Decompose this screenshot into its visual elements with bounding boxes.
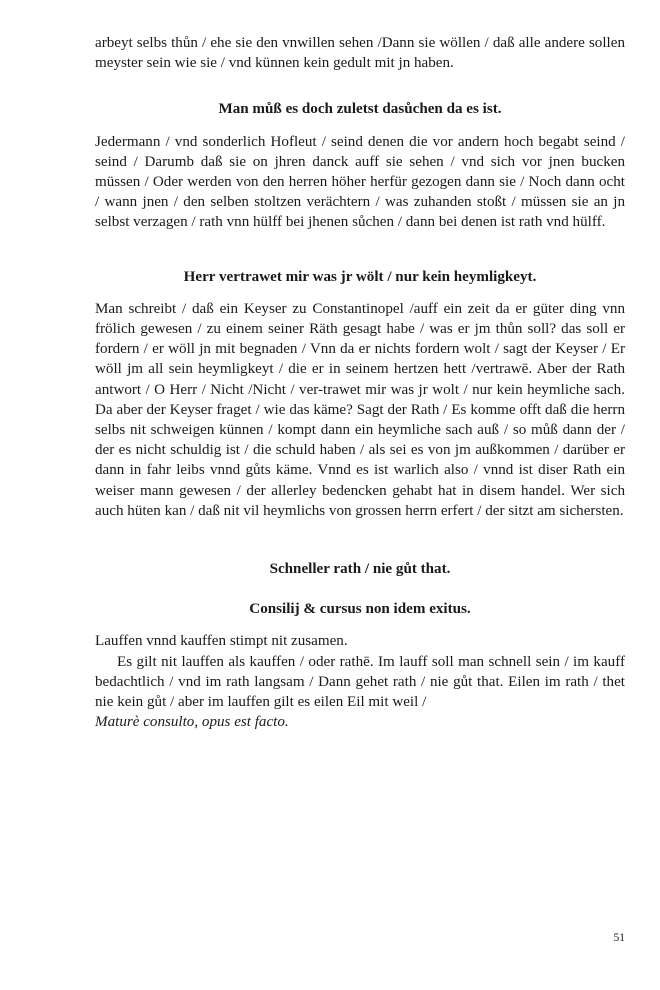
heading-schneller-rath: Schneller rath / nie gůt that. xyxy=(269,561,451,578)
opening-paragraph: arbeyt selbs thůn / ehe sie den vnwillen sehen /Dann sie wöllen / daß alle andere sollen meyster sein wie sie / vnd künnen kein gedult mit jn haben. xyxy=(95,35,625,72)
spacer xyxy=(95,120,625,132)
spacer xyxy=(95,521,625,559)
paragraph-lauffen-first-line: Lauffen vnnd kauffen stimpt nit zusamen. xyxy=(95,633,348,650)
paragraph-lauffen-body: Es gilt nit lauffen als kauffen / oder rathē. Im lauff soll man schnell sein / im kauff bedachtlich / vnd im rath langsam / Dann gehet rath / nie gůt that. Eilen im rath / thet nie kein gůt / aber im lauffen gilt es eilen Eil mit weil / xyxy=(95,653,625,711)
page-number: 51 xyxy=(613,932,625,944)
spacer xyxy=(95,287,625,299)
spacer xyxy=(95,579,625,599)
heading-man-muss-es-doch: Man můß es doch zuletst dasůchen da es ist. xyxy=(218,101,502,118)
paragraph-lauffen xyxy=(95,631,625,732)
paragraph-lauffen-latin-italic: Maturè consulto, opus est facto. xyxy=(95,714,289,731)
paragraph-man-schreibt: Man schreibt / daß ein Keyser zu Constantinopel /auff ein zeit da er güter ding vnn frölich gewesen / zu einem seiner Räth gesagt habe / was er jm thůn soll? das soll er fordern / er wöll jn mit begnaden / Vnn da er nichts fordern wolt / sagt der Keyser / Er wöll jm all sein heymligkeyt / die er in seinem hertzen hett /vertrawē. Aber der Rath antwort / O Herr / Nicht /Nicht / ver-trawet mir was jr wolt / nur kein heymliche sach. Da aber der Keyser fraget / wie das käme? Sagt der Rath / Es komme offt daß die herrn selbs nit schweigen künnen / kompt dann ein heymliche sach auß / so můß dann der / der es nicht schuldig ist / die schuld haben / als sei es von jm außkommen / darüber er dann in fahr leibs vnnd gůts käme. Vnnd es ist warlich also / vnnd ist diser Rath ein weiser mann gewesen / der allerley bedencken gehabt hat in disem handel. Wer sich auch hüten kan / daß nit vil heymlichs von grossen herrn erfert / der sitzt am sichersten. xyxy=(95,300,625,519)
heading-consilij-latin: Consilij & cursus non idem exitus. xyxy=(249,601,471,618)
spacer xyxy=(95,619,625,631)
spacer xyxy=(95,233,625,267)
text-column xyxy=(95,33,625,732)
heading-herr-vertrawet: Herr vertrawet mir was jr wölt / nur kein heymligkeyt. xyxy=(183,268,537,285)
paragraph-jedermann: Jedermann / vnd sonderlich Hofleut / seind denen die vor andern hoch begabt seind / seind / Darumb daß sie on jhren danck auff sie sehen / vnd sich vor jnen bucken müssen / Oder werden von den herren höher herfür gezogen dann sie / Noch dann ocht / wann jnen / den selben stoltzen verächtern / was zuhanden stoßt / müssen sie an jn selbst verzagen / rath vnn hülff bei jhenen sůchen / dann bei denen ist rath vnd hülff. xyxy=(95,133,625,231)
spacer xyxy=(95,73,625,99)
